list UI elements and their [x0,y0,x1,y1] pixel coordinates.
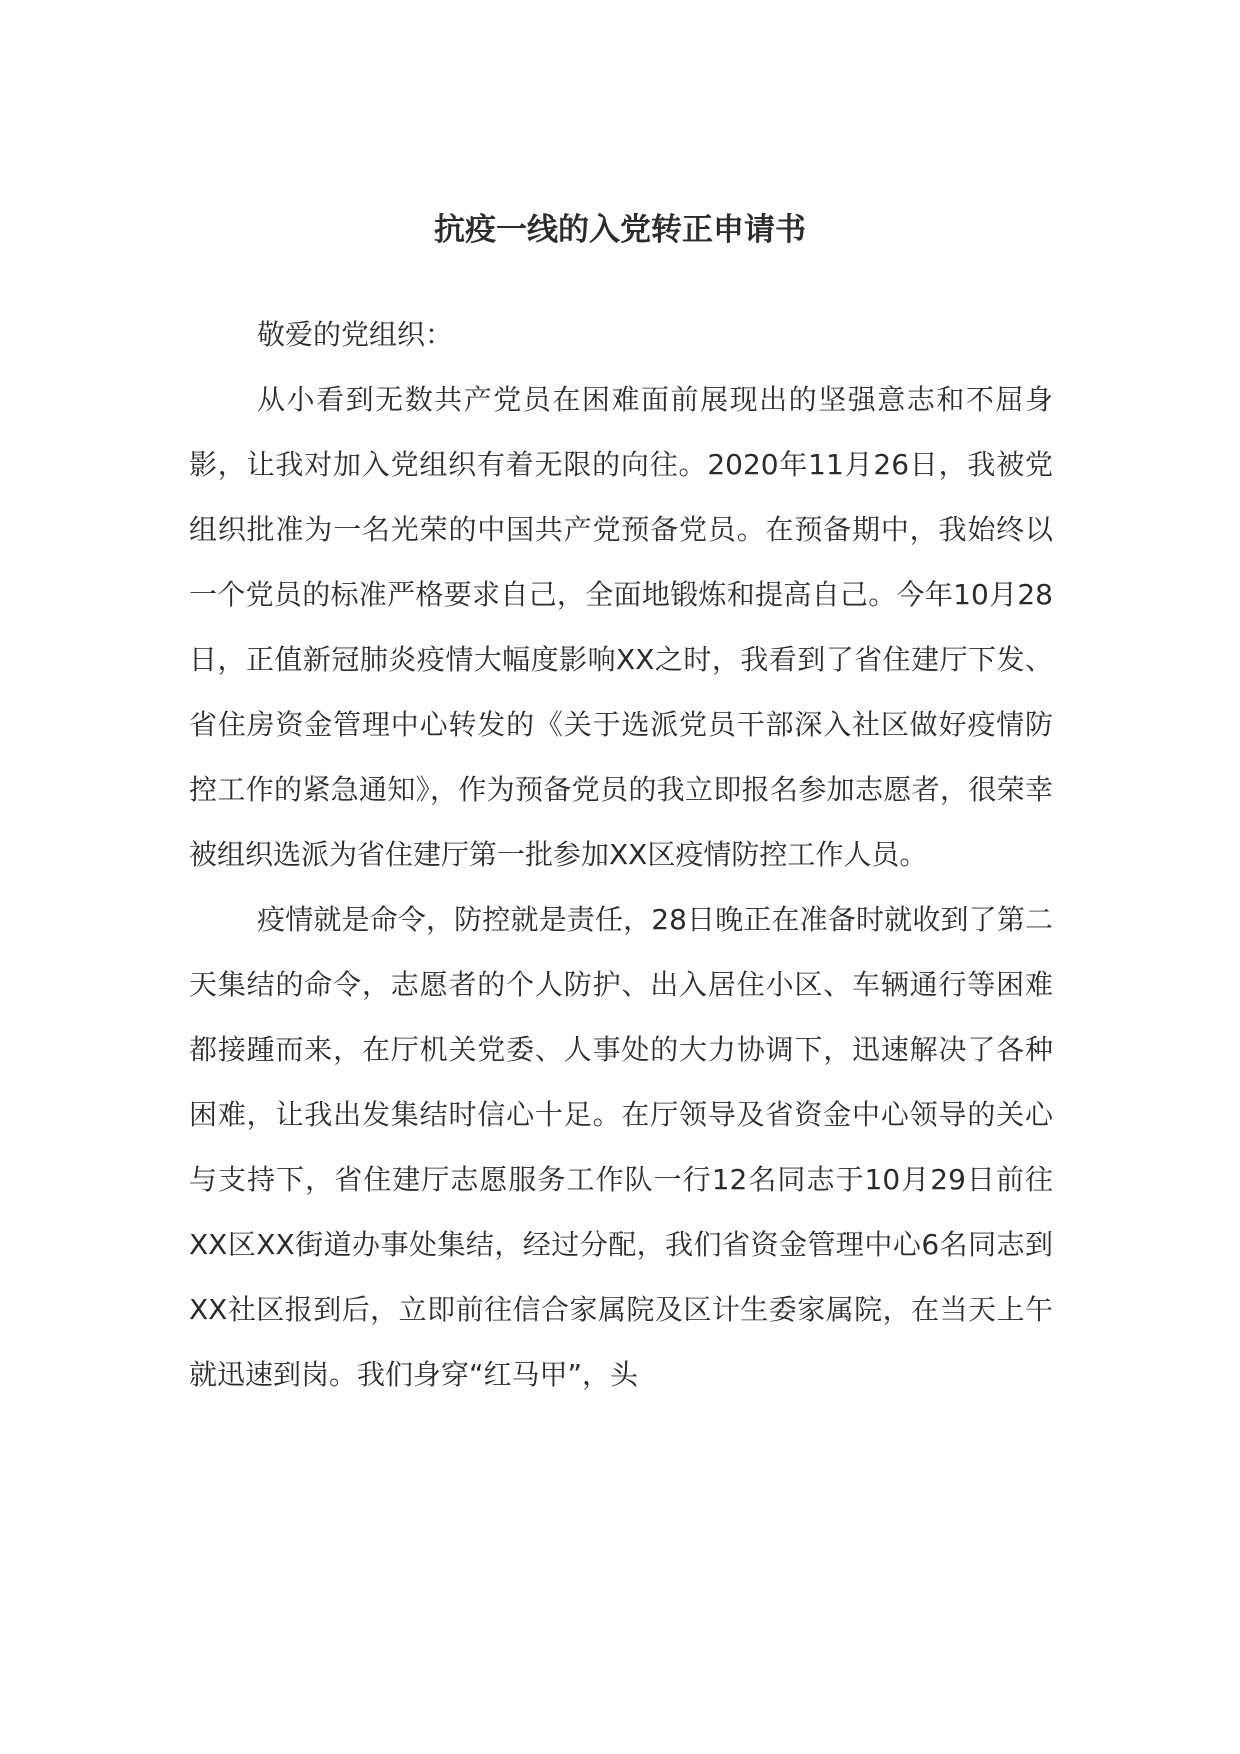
salutation: 敬爱的党组织： [257,318,454,351]
body-paragraph-1: 从小看到无数共产党员在困难面前展现出的坚强意志和不屈身影，让我对加入党组织有着无限的向往。2020年11月26日，我被党组织批准为一名光荣的中国共产党预备党员。在预备期中，我始终以一个党员的标准严格要求自己，全面地锻炼和提高自己。今年10月28日，正值新冠肺炎疫情大幅度影响XX之时，我看到了省住建厅下发、省住房资金管理中心转发的《关于选派党员干部深入社区做好疫情防控工作的紧急通知》，作为预备党员的我立即报名参加志愿者，很荣幸被组织选派为省住建厅第一批参加XX区疫情防控工作人员。 [189,383,1053,871]
document-title: 抗疫一线的入党转正申请书 [434,212,806,248]
document-body [189,302,1053,1407]
body-paragraph-2: 疫情就是命令，防控就是责任，28日晚正在准备时就收到了第二天集结的命令，志愿者的个人防护、出入居住小区、车辆通行等困难都接踵而来，在厅机关党委、人事处的大力协调下，迅速解决了各种困难，让我出发集结时信心十足。在厅领导及省资金中心领导的关心与支持下，省住建厅志愿服务工作队一行12名同志于10月29日前往XX区XX街道办事处集结，经过分配，我们省资金管理中心6名同志到XX社区报到后，立即前往信合家属院及区计生委家属院，在当天上午就迅速到岗。我们身穿“红马甲”，头 [189,903,1053,1391]
